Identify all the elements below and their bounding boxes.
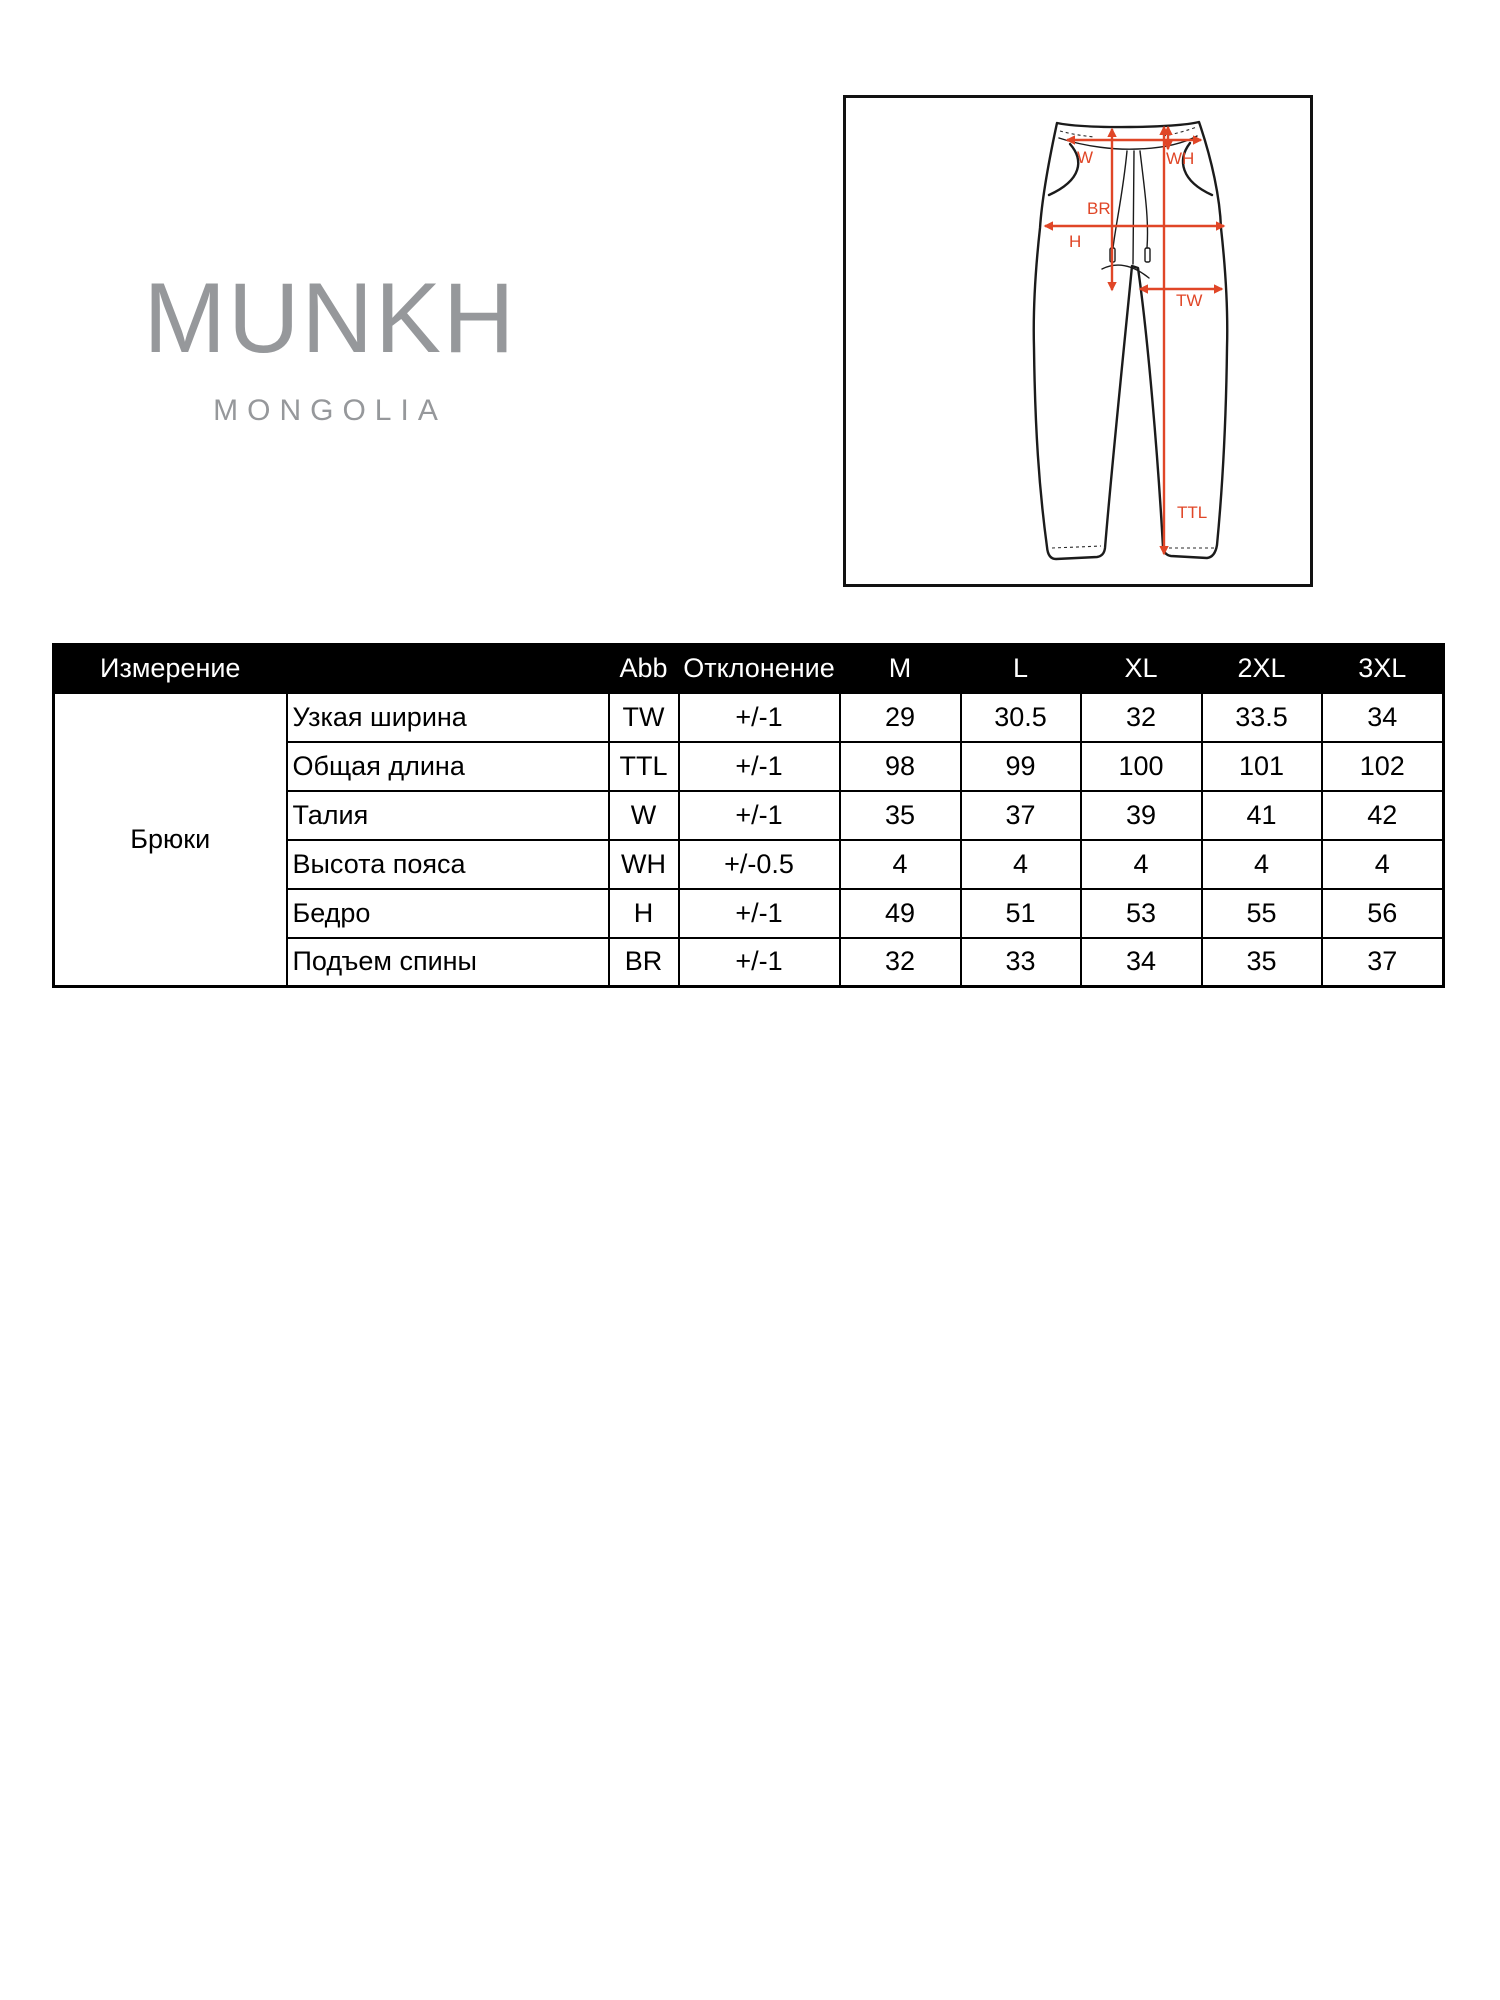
size-value-cell: 30.5 bbox=[961, 693, 1081, 742]
abbreviation-cell: BR bbox=[609, 938, 679, 987]
size-value-cell: 32 bbox=[840, 938, 961, 987]
header-size-xl: XL bbox=[1081, 645, 1202, 693]
size-value-cell: 55 bbox=[1202, 889, 1322, 938]
size-value-cell: 33.5 bbox=[1202, 693, 1322, 742]
size-value-cell: 29 bbox=[840, 693, 961, 742]
size-value-cell: 51 bbox=[961, 889, 1081, 938]
hip-label: H bbox=[1069, 232, 1082, 251]
pants-diagram-box bbox=[843, 95, 1313, 587]
table-row bbox=[54, 693, 1444, 742]
waistband-height-label: WH bbox=[1166, 149, 1195, 168]
size-value-cell: 42 bbox=[1322, 791, 1444, 840]
size-value-cell: 4 bbox=[840, 840, 961, 889]
size-value-cell: 102 bbox=[1322, 742, 1444, 791]
header-size-2xl: 2XL bbox=[1202, 645, 1322, 693]
measurement-name-cell: Высота пояса bbox=[287, 840, 609, 889]
total-length-label: TTL bbox=[1177, 503, 1208, 522]
size-value-cell: 34 bbox=[1081, 938, 1202, 987]
category-cell: Брюки bbox=[54, 693, 287, 987]
header-measurement: Измерение bbox=[54, 645, 287, 693]
back-rise-label: BR bbox=[1087, 199, 1111, 218]
center-front-line bbox=[1133, 151, 1134, 264]
abbreviation-cell: W bbox=[609, 791, 679, 840]
size-value-cell: 34 bbox=[1322, 693, 1444, 742]
abbreviation-cell: TW bbox=[609, 693, 679, 742]
header-abb: Abb bbox=[609, 645, 679, 693]
size-value-cell: 41 bbox=[1202, 791, 1322, 840]
size-value-cell: 101 bbox=[1202, 742, 1322, 791]
measurement-name-cell: Бедро bbox=[287, 889, 609, 938]
deviation-cell: +/-1 bbox=[679, 889, 840, 938]
size-value-cell: 100 bbox=[1081, 742, 1202, 791]
size-value-cell: 53 bbox=[1081, 889, 1202, 938]
measurement-name-cell: Общая длина bbox=[287, 742, 609, 791]
size-value-cell: 37 bbox=[1322, 938, 1444, 987]
measurement-name-cell: Узкая ширина bbox=[287, 693, 609, 742]
header-size-l: L bbox=[961, 645, 1081, 693]
size-value-cell: 39 bbox=[1081, 791, 1202, 840]
size-value-cell: 4 bbox=[1081, 840, 1202, 889]
pants-technical-drawing bbox=[846, 98, 1310, 584]
brand-subtitle: MONGOLIA bbox=[213, 394, 447, 427]
size-value-cell: 33 bbox=[961, 938, 1081, 987]
measurement-name-cell: Талия bbox=[287, 791, 609, 840]
size-value-cell: 98 bbox=[840, 742, 961, 791]
size-value-cell: 37 bbox=[961, 791, 1081, 840]
deviation-cell: +/-1 bbox=[679, 938, 840, 987]
size-value-cell: 35 bbox=[840, 791, 961, 840]
waist-label: W bbox=[1077, 148, 1094, 167]
size-value-cell: 49 bbox=[840, 889, 961, 938]
abbreviation-cell: WH bbox=[609, 840, 679, 889]
size-value-cell: 4 bbox=[1202, 840, 1322, 889]
size-value-cell: 99 bbox=[961, 742, 1081, 791]
size-value-cell: 35 bbox=[1202, 938, 1322, 987]
deviation-cell: +/-0.5 bbox=[679, 840, 840, 889]
size-value-cell: 4 bbox=[961, 840, 1081, 889]
size-table-wrap bbox=[52, 643, 1442, 988]
table-header-row bbox=[54, 645, 1444, 693]
measurement-name-cell: Подъем спины bbox=[287, 938, 609, 987]
deviation-cell: +/-1 bbox=[679, 791, 840, 840]
deviation-cell: +/-1 bbox=[679, 693, 840, 742]
thigh-width-label: TW bbox=[1176, 291, 1203, 310]
size-value-cell: 56 bbox=[1322, 889, 1444, 938]
deviation-cell: +/-1 bbox=[679, 742, 840, 791]
size-value-cell: 4 bbox=[1322, 840, 1444, 889]
size-value-cell: 32 bbox=[1081, 693, 1202, 742]
header-size-m: M bbox=[840, 645, 961, 693]
header-deviation: Отклонение bbox=[679, 645, 840, 693]
brand-logo: MUNKH bbox=[143, 262, 517, 373]
abbreviation-cell: H bbox=[609, 889, 679, 938]
abbreviation-cell: TTL bbox=[609, 742, 679, 791]
size-table bbox=[52, 643, 1445, 988]
brand-block bbox=[118, 262, 542, 428]
header-size-3xl: 3XL bbox=[1322, 645, 1444, 693]
header-name-spacer bbox=[287, 645, 609, 693]
